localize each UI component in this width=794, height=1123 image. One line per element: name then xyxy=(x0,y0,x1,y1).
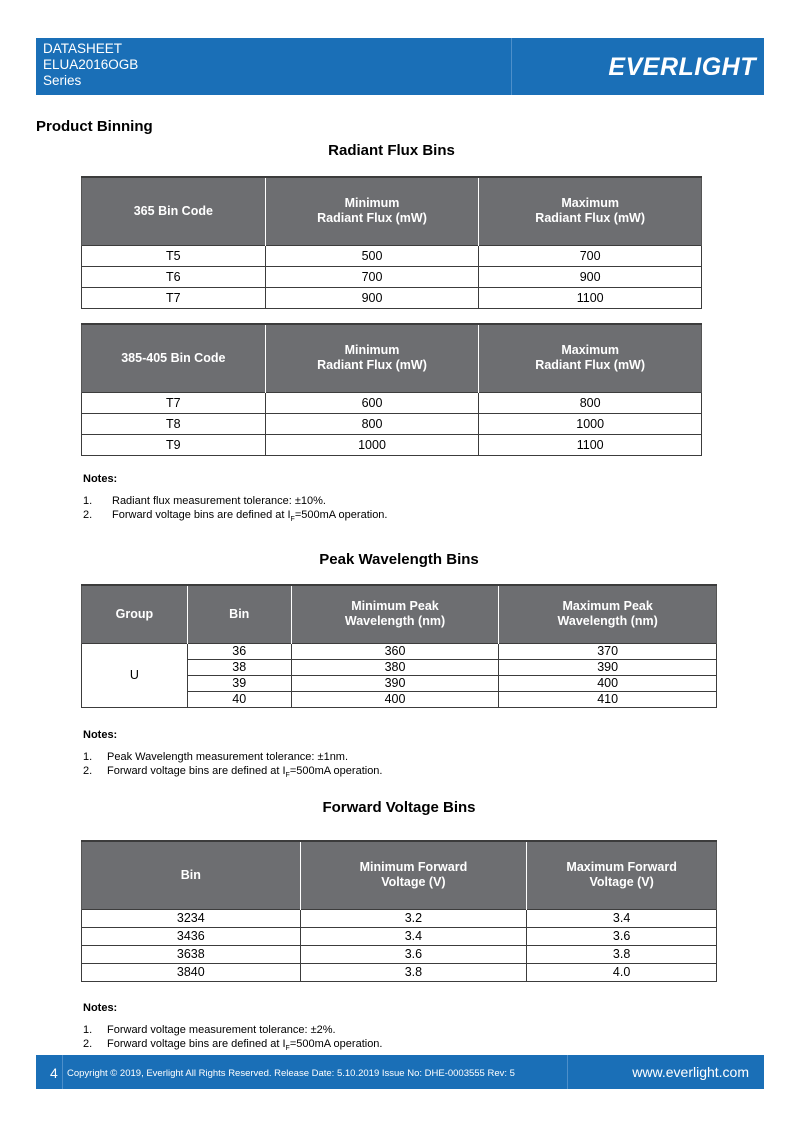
note-text: Radiant flux measurement tolerance: ±10%. xyxy=(112,495,326,507)
notes-title: Notes: xyxy=(83,1002,118,1014)
table-cell: 3.8 xyxy=(300,963,527,981)
table-cell: T5 xyxy=(82,245,266,266)
table-cell: 3.4 xyxy=(300,927,527,945)
note-text xyxy=(112,508,387,527)
table-header xyxy=(300,841,527,909)
table-header xyxy=(499,585,717,643)
table-cell: 370 xyxy=(499,643,717,659)
footer-divider xyxy=(62,1055,63,1089)
header-line: Maximum Peak Wavelength (nm) xyxy=(557,599,658,629)
notes-title: Notes: xyxy=(83,473,118,485)
note-text-post: =500mA operation. xyxy=(294,509,388,521)
note-number: 1. xyxy=(83,1024,93,1036)
table-cell: 3840 xyxy=(82,963,301,981)
table-row xyxy=(82,245,702,266)
header-line: Maximum Radiant Flux (mW) xyxy=(535,343,646,373)
radiant-flux-table-385-405 xyxy=(81,323,702,456)
table-row xyxy=(82,909,717,927)
note-text-post: =500mA operation. xyxy=(289,765,383,777)
series-label: Series xyxy=(43,73,82,88)
table-row xyxy=(82,945,717,963)
table-cell: 3.6 xyxy=(527,927,717,945)
table-cell: 390 xyxy=(499,659,717,675)
forward-voltage-table xyxy=(81,840,717,982)
table-header xyxy=(265,324,479,392)
peak-wavelength-title: Peak Wavelength Bins xyxy=(319,551,479,568)
page-number: 4 xyxy=(50,1065,58,1081)
table-row xyxy=(82,643,717,659)
table-cell: T8 xyxy=(82,413,266,434)
peak-wavelength-table xyxy=(81,584,717,708)
document-info xyxy=(43,41,138,89)
note-item xyxy=(83,494,387,508)
header-line: Minimum Peak Wavelength (nm) xyxy=(344,599,446,629)
radiant-flux-table-365 xyxy=(81,176,702,309)
note-text: Peak Wavelength measurement tolerance: ±1nm. xyxy=(107,751,349,763)
table-cell: 900 xyxy=(479,266,702,287)
note-item xyxy=(83,764,382,783)
table-cell: T9 xyxy=(82,434,266,455)
table-header xyxy=(479,177,702,245)
header-line: Minimum Forward Voltage (V) xyxy=(359,860,468,890)
note-number: 2. xyxy=(83,765,93,777)
table-header xyxy=(527,841,717,909)
header-line: Maximum Forward Voltage (V) xyxy=(566,860,677,890)
copyright-text: Copyright © 2019, Everlight All Rights Reserved. Release Date: 5.10.2019 Issue No: DHE-0003555 Rev: 5 xyxy=(67,1068,515,1079)
note-subscript: F xyxy=(285,1045,290,1053)
table-cell: 700 xyxy=(265,266,479,287)
note-text-pre: Forward voltage bins are defined at I xyxy=(107,1038,286,1050)
table-row xyxy=(82,963,717,981)
table-header xyxy=(479,324,702,392)
table-cell: 1100 xyxy=(479,287,702,308)
table-cell: 3.4 xyxy=(527,909,717,927)
page-footer xyxy=(36,1055,764,1089)
table-cell: 410 xyxy=(499,691,717,707)
table-cell: 800 xyxy=(479,392,702,413)
table-cell: 4.0 xyxy=(527,963,717,981)
part-number: ELUA2016OGB xyxy=(43,57,139,72)
header-divider xyxy=(511,38,512,95)
table-row xyxy=(82,287,702,308)
note-text-pre: Forward voltage bins are defined at I xyxy=(107,765,286,777)
table-cell: T7 xyxy=(82,287,266,308)
table-row xyxy=(82,434,702,455)
table-cell: 600 xyxy=(265,392,479,413)
header-line: Minimum Radiant Flux (mW) xyxy=(317,343,427,373)
page-header xyxy=(36,38,764,95)
table-cell: 360 xyxy=(291,643,499,659)
note-text xyxy=(107,1037,382,1056)
table-header: Bin xyxy=(187,585,291,643)
forward-voltage-notes xyxy=(83,1001,382,1056)
table-cell: 3638 xyxy=(82,945,301,963)
header-line: Minimum Radiant Flux (mW) xyxy=(317,196,427,226)
table-cell: 38 xyxy=(187,659,291,675)
table-cell: 3436 xyxy=(82,927,301,945)
note-subscript: F xyxy=(290,516,295,524)
table-cell: 3.6 xyxy=(300,945,527,963)
table-cell: T6 xyxy=(82,266,266,287)
table-cell: 800 xyxy=(265,413,479,434)
table-row xyxy=(82,413,702,434)
table-cell: 40 xyxy=(187,691,291,707)
note-item xyxy=(83,1023,382,1037)
forward-voltage-title: Forward Voltage Bins xyxy=(322,799,476,816)
table-header: 365 Bin Code xyxy=(82,177,266,245)
footer-divider xyxy=(567,1055,568,1089)
table-header: Group xyxy=(82,585,188,643)
table-cell: 380 xyxy=(291,659,499,675)
note-text xyxy=(107,764,382,783)
note-text: Forward voltage measurement tolerance: ±2%. xyxy=(107,1024,336,1036)
note-text-pre: Forward voltage bins are defined at I xyxy=(112,509,291,521)
table-cell: 36 xyxy=(187,643,291,659)
header-line: Maximum Radiant Flux (mW) xyxy=(535,196,646,226)
table-header xyxy=(291,585,499,643)
table-cell: 3.8 xyxy=(527,945,717,963)
table-cell: 1000 xyxy=(479,413,702,434)
website-link[interactable]: www.everlight.com xyxy=(632,1064,749,1080)
note-number: 2. xyxy=(83,1038,93,1050)
note-number: 2. xyxy=(83,509,93,521)
table-cell: 900 xyxy=(265,287,479,308)
note-item xyxy=(83,750,382,764)
notes-title: Notes: xyxy=(83,729,118,741)
note-item xyxy=(83,1037,382,1056)
table-cell: 390 xyxy=(291,675,499,691)
table-cell: 1000 xyxy=(265,434,479,455)
table-header xyxy=(265,177,479,245)
group-cell: U xyxy=(82,643,188,707)
table-cell: 400 xyxy=(291,691,499,707)
note-number: 1. xyxy=(83,495,93,507)
table-cell: T7 xyxy=(82,392,266,413)
table-cell: 400 xyxy=(499,675,717,691)
table-row xyxy=(82,927,717,945)
table-header: 385-405 Bin Code xyxy=(82,324,266,392)
note-text-post: =500mA operation. xyxy=(289,1038,383,1050)
table-row xyxy=(82,392,702,413)
radiant-flux-notes xyxy=(83,472,387,527)
table-cell: 3.2 xyxy=(300,909,527,927)
table-cell: 1100 xyxy=(479,434,702,455)
table-header: Bin xyxy=(82,841,301,909)
table-cell: 3234 xyxy=(82,909,301,927)
section-title: Product Binning xyxy=(36,118,153,135)
note-item xyxy=(83,508,387,527)
table-cell: 700 xyxy=(479,245,702,266)
table-cell: 39 xyxy=(187,675,291,691)
radiant-flux-title: Radiant Flux Bins xyxy=(328,142,455,159)
note-subscript: F xyxy=(285,772,290,780)
peak-wavelength-notes xyxy=(83,728,382,783)
table-row xyxy=(82,266,702,287)
table-cell: 500 xyxy=(265,245,479,266)
company-logo: EVERLIGHT xyxy=(608,53,756,81)
doc-type: DATASHEET xyxy=(43,41,123,56)
note-number: 1. xyxy=(83,751,93,763)
